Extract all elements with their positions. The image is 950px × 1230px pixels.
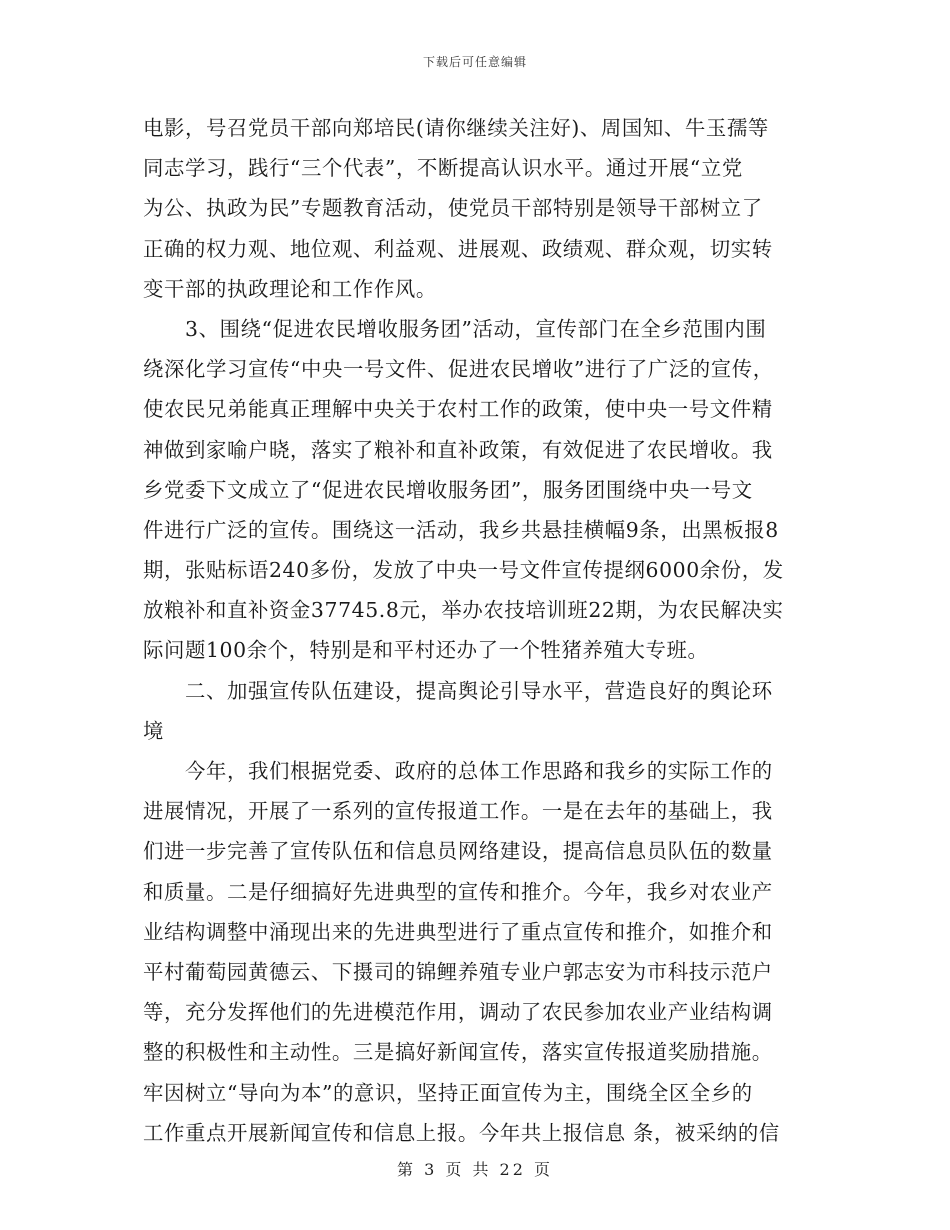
text-line: 放粮补和直补资金37745.8元，举办农技培训班22期，为农民解决实: [143, 598, 784, 623]
text-line: 神做到家喻户晓，落实了粮补和直补政策，有效促进了农民增收。我: [143, 437, 773, 462]
text-line: 业结构调整中涌现出来的先进典型进行了重点宣传和推介，如推介和: [143, 919, 773, 944]
text-line: 件进行广泛的宣传。围绕这一活动，我乡共悬挂横幅9条，出黑板报8: [143, 517, 779, 542]
text-line: 为公、执政为民”专题教育活动，使党员干部特别是领导干部树立了: [143, 196, 763, 221]
text-line: 进展情况，开展了一系列的宣传报道工作。一是在去年的基础上，我: [143, 799, 773, 824]
text-line: 工作重点开展新闻宣传和信息上报。今年共上报信息 条，被采纳的信: [143, 1120, 780, 1145]
text-line: 牢因树立“导向为本”的意识，坚持正面宣传为主，围绕全区全乡的: [143, 1080, 753, 1105]
text-line: 变干部的执政理论和工作作风。: [143, 276, 437, 301]
page-header: 下载后可任意编辑: [422, 55, 527, 69]
text-line: 平村葡萄园黄德云、下摄司的锦鲤养殖专业户郭志安为市科技示范户: [143, 959, 773, 984]
text-line: 正确的权力观、地位观、利益观、进展观、政绩观、群众观，切实转: [143, 236, 773, 261]
text-line: 境: [143, 718, 164, 743]
page-footer: 第 3 页 共 22 页: [397, 1160, 553, 1179]
text-line: 际问题100余个，特别是和平村还办了一个牲猪养殖大专班。: [143, 638, 709, 663]
text-line: 整的积极性和主动性。三是搞好新闻宣传，落实宣传报道奖励措施。: [143, 1040, 773, 1065]
text-line: 二、加强宣传队伍建设，提高舆论引导水平，营造良好的舆论环: [185, 678, 773, 703]
text-line: 期，张贴标语240多份，发放了中央一号文件宣传提纲6000余份，发: [143, 558, 784, 583]
text-line: 3、围绕“促进农民增收服务团”活动，宣传部门在全乡范围内围: [185, 316, 767, 341]
text-line: 同志学习，践行“三个代表”，不断提高认识水平。通过开展“立党: [143, 156, 743, 181]
text-line: 们进一步完善了宣传队伍和信息员网络建设，提高信息员队伍的数量: [143, 839, 773, 864]
text-line: 今年，我们根据党委、政府的总体工作思路和我乡的实际工作的: [185, 759, 773, 783]
text-line: 绕深化学习宣传“中央一号文件、促进农民增收”进行了广泛的宣传，: [143, 357, 774, 382]
document-body: [143, 108, 803, 1153]
text-line: 使农民兄弟能真正理解中央关于农村工作的政策，使中央一号文件精: [143, 397, 773, 422]
text-line: 等，充分发挥他们的先进模范作用，调动了农民参加农业产业结构调: [143, 1000, 773, 1025]
text-line: 电影，号召党员干部向郑培民(请你继续关注好)、周国知、牛玉孺等: [143, 116, 769, 140]
text-line: 和质量。二是仔细搞好先进典型的宣传和推介。今年，我乡对农业产: [143, 879, 773, 904]
text-line: 乡党委下文成立了“促进农民增收服务团”，服务团围绕中央一号文: [143, 477, 753, 502]
